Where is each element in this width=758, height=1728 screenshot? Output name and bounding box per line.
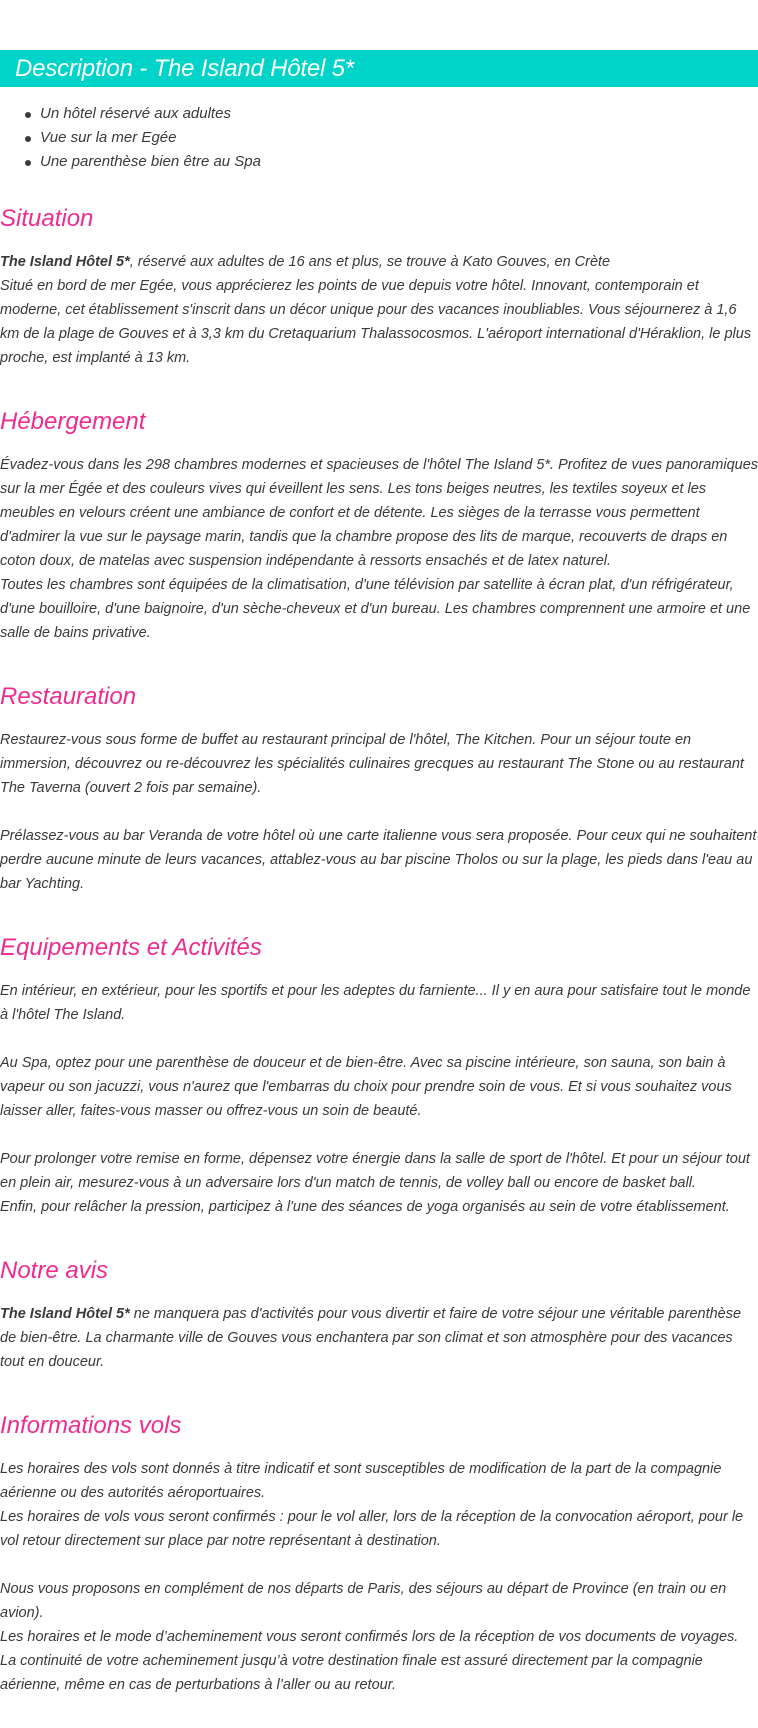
description-banner (0, 50, 758, 87)
paragraph-text: ne manquera pas d'activités pour vous divertir et faire de votre séjour une véritable parenthèse de bien-être. La charmante ville de Gouves vous enchantera par son climat et son atmosphère pour des vacances tout en douceur. (0, 1306, 742, 1370)
description-content (0, 198, 758, 1728)
highlights-list (0, 102, 261, 174)
list-item: Une parenthèse bien être au Spa (0, 150, 261, 174)
section-paragraph: Les horaires des vols sont donnés à titre indicatif et sont susceptibles de modification de la part de la compagnie aérienne ou des autorités aéroportuaires. (0, 1461, 722, 1501)
section-paragraph: Enfin, pour relâcher la pression, participez à l'une des séances de yoga organisés au sein de votre établissement. (0, 1199, 730, 1215)
section-restauration (0, 676, 758, 896)
section-heading: Notre avis (0, 1257, 109, 1284)
list-item: Un hôtel réservé aux adultes (0, 102, 261, 126)
section-vols (0, 1405, 758, 1697)
section-paragraph: Au Spa, optez pour une parenthèse de douceur et de bien-être. Avec sa piscine intérieure, son sauna, son bain à vapeur ou son jacuzzi, vous n'aurez que l'embarras du choix pour prendre soin de vous. Et si vous souhaitez vous laisser aller, faites-vous masser ou offrez-vous un soin de beauté. (0, 1055, 732, 1119)
section-paragraph: Nous vous proposons en complément de nos départs de Paris, des séjours au départ de Province (en train ou en avion). (0, 1581, 727, 1621)
section-paragraph: Prélassez-vous au bar Veranda de votre hôtel où une carte italienne vous sera proposée. Pour ceux qui ne souhaitent perdre aucune minute de leurs vacances, attablez-vous au bar piscine Tholos ou sur la plage, les pieds dans l'eau au bar Yachting. (0, 828, 757, 892)
section-heading: Hébergement (0, 408, 146, 435)
section-paragraph: Évadez-vous dans les 298 chambres modernes et spacieuses de l'hôtel The Island 5*. Profitez de vues panoramiques sur la mer Égée et des couleurs vives qui éveillent les sens. Les tons beiges neutres, les textiles soyeux et les meubles en velours créent une ambiance de confort et de détente. Les sièges de la terrasse vous permettent d'admirer la vue sur le paysage marin, tandis que la chambre propose des lits de marque, recouverts de draps en coton doux, de matelas avec suspension indépendante à ressorts ensachés et de latex naturel. (0, 457, 758, 569)
hotel-name: The Island Hôtel 5* (0, 1306, 130, 1322)
section-paragraph: Restaurez-vous sous forme de buffet au restaurant principal de l'hôtel, The Kitchen. Pour un séjour toute en immersion, découvrez ou re-découvrez les spécialités culinaires grecques au restaurant The Stone ou au restaurant The Taverna (ouvert 2 fois par semaine). (0, 732, 744, 796)
section-paragraph: Situé en bord de mer Egée, vous apprécierez les points de vue depuis votre hôtel. Innovant, contemporain et moderne, cet établissement s'inscrit dans un décor unique pour des vacances inoubliables. Vous séjournerez à 1,6 km de la plage de Gouves et à 3,3 km du Cretaquarium Thalassocosmos. L'aéroport international d'Héraklion, le plus proche, est implanté à 13 km. (0, 278, 752, 366)
section-heading: Informations vols (0, 1412, 182, 1439)
section-heading: Equipements et Activités (0, 934, 262, 961)
section-paragraph: Les horaires de vols vous seront confirmés : pour le vol aller, lors de la réception de la convocation aéroport, pour le vol retour directement sur place par notre représentant à destination. (0, 1509, 744, 1549)
section-paragraph: La continuité de votre acheminement jusqu’à votre destination finale est assuré directement par la compagnie aérienne, même en cas de perturbations à l’aller ou au retour. (0, 1653, 703, 1693)
section-avis (0, 1250, 758, 1374)
section-paragraph: Pour prolonger votre remise en forme, dépensez votre énergie dans la salle de sport de l'hôtel. Et pour un séjour tout en plein air, mesurez-vous à un adversaire lors d'un match de tennis, de volley ball ou encore de basket ball. (0, 1151, 750, 1191)
section-paragraph (0, 250, 758, 274)
section-heading: Situation (0, 205, 94, 232)
section-paragraph (0, 1302, 758, 1374)
hotel-name: The Island Hôtel 5* (0, 254, 130, 270)
section-paragraph: En intérieur, en extérieur, pour les sportifs et pour les adeptes du farniente... Il y en aura pour satisfaire tout le monde à l'hôtel The Island. (0, 983, 751, 1023)
section-hebergement (0, 401, 758, 645)
section-situation (0, 198, 758, 370)
section-paragraph: Les horaires et le mode d’acheminement vous seront confirmés lors de la réception de vos documents de voyages. (0, 1629, 739, 1645)
page-title: Description - The Island Hôtel 5* (15, 55, 354, 82)
section-heading: Restauration (0, 683, 137, 710)
list-item: Vue sur la mer Egée (0, 126, 261, 150)
paragraph-text: , réservé aux adultes de 16 ans et plus, se trouve à Kato Gouves, en Crète (129, 254, 611, 270)
section-equipements (0, 927, 758, 1219)
section-paragraph: Toutes les chambres sont équipées de la climatisation, d'une télévision par satellite à écran plat, d'un réfrigérateur, d'une bouilloire, d'une baignoire, d'un sèche-cheveux et d'un bureau. Les chambres comprennent une armoire et une salle de bains privative. (0, 577, 751, 641)
